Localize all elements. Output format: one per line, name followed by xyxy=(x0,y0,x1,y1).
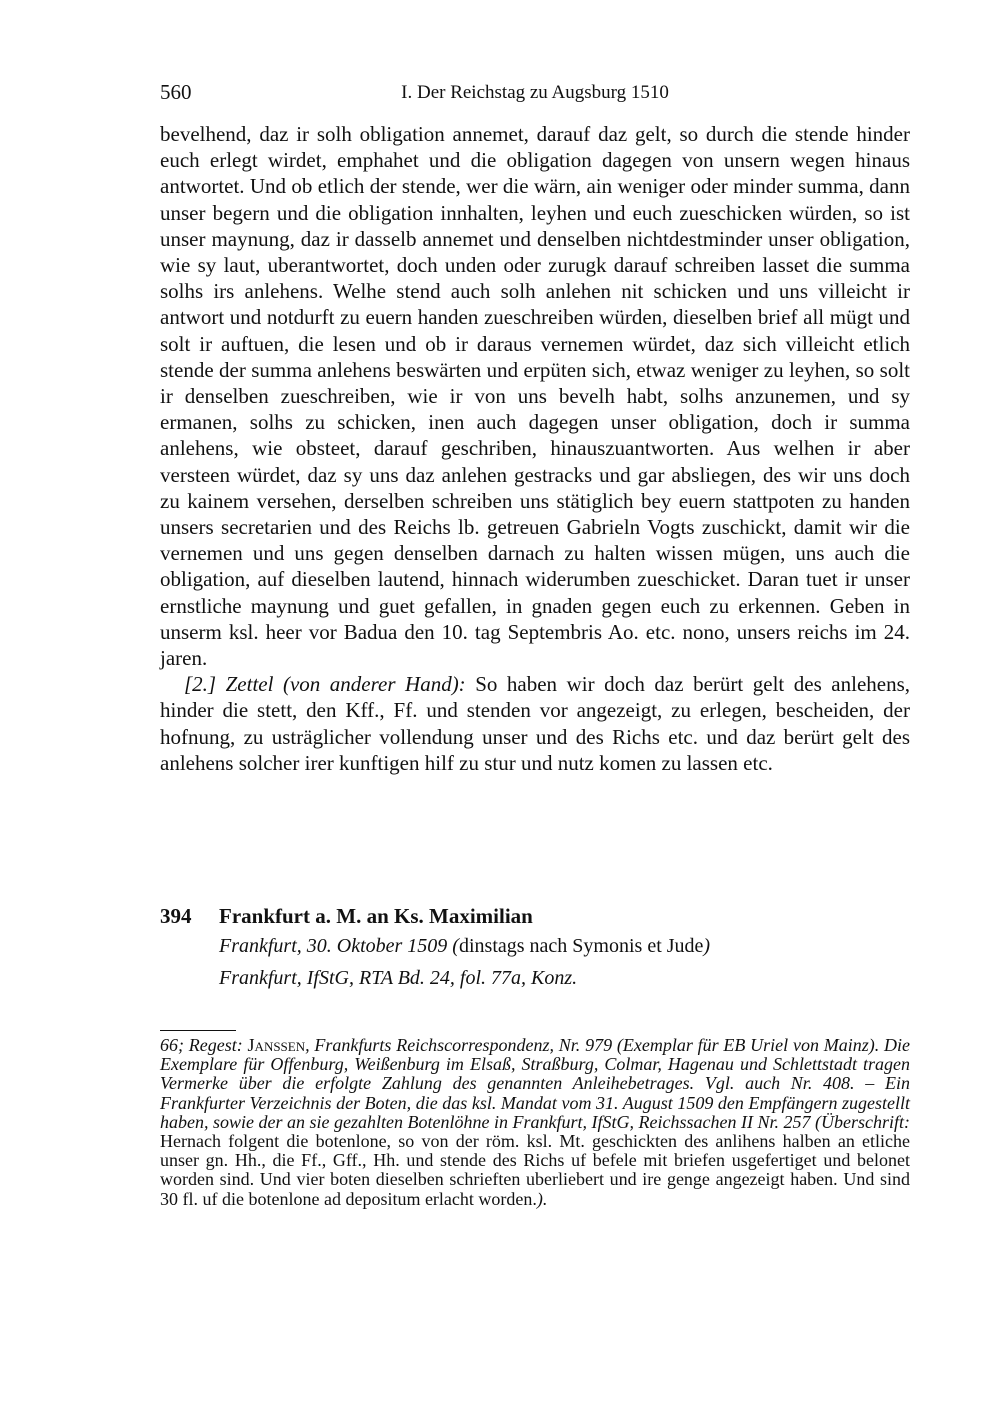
footnote-body: , Frankfurts Reichscorrespondenz, Nr. 979 (Exemplar für EB Uriel von Mainz). Die Exemplare für Offenburg, Weißenburg im Elsaß, Straßburg, Colmar, Hagenau und Schlettstadt tragen Vermerke über die erfolgte Zahlung des genannten Anleihebetrages. Vgl. auch Nr. 408. – Ein Frankfurter Verzeichnis der Boten, die das ksl. Mandat vom 31. August 1509 den Empfängern zugestellt haben, sowie der an sie gezahlten Botenlöhne in Frankfurt, IfStG, Reichssachen II Nr. 257 (Überschrift: xyxy=(160,1035,910,1132)
paragraph-2 xyxy=(160,671,910,776)
footnote xyxy=(160,1036,910,1209)
page-header xyxy=(160,80,910,110)
document-source: Frankfurt, IfStG, RTA Bd. 24, fol. 77a, Konz. xyxy=(219,967,578,989)
main-text xyxy=(160,121,910,776)
footnote-lead: 66; Regest: xyxy=(160,1035,248,1055)
document-title-line xyxy=(160,902,910,930)
document-date-close: ) xyxy=(703,935,711,957)
paragraph-2-text: So haben wir doch daz berürt gelt des anlehens, hinder die stett, den Kff., Ff. und stenden vor angezeigt, zu erlegen, bescheiden, der hofnung, zu usträglicher vollendung unser und des Richs etc. und daz berürt gelt des anlehens solcher irer kunftigen hilf zu stur und nutz komen zu lassen etc. xyxy=(160,672,911,775)
document-date-feast: dinstags nach Symonis et Jude xyxy=(458,935,704,957)
footnote-author: Janssen xyxy=(247,1035,306,1055)
page-number: 560 xyxy=(160,80,192,104)
running-title: I. Der Reichstag zu Augsburg 1510 xyxy=(401,82,669,103)
footnote-quote: Hernach folgent die botenlone, so von der röm. ksl. Mt. geschickten des anlihens halben an etliche unser gn. Hh., die Ff., Gff., Hh. und stende des Richs uf befele mit briefen usgefertiget und belonet worden sind. Und vier boten dieselben schrieften uberliebert und ire genge angezeigt haben. Und sind 30 fl. uf die botenlone ad depositum erlacht worden. xyxy=(160,1131,910,1209)
footnote-divider xyxy=(160,1030,236,1031)
document-number: 394 xyxy=(160,904,192,928)
document-title: Frankfurt a. M. an Ks. Maximilian xyxy=(219,904,533,928)
paragraph-2-label: [2.] Zettel (von anderer Hand): xyxy=(184,672,466,697)
paragraph-1: bevelhend, daz ir solh obligation annemet, darauf daz gelt, so durch die stende hinder euch erlegt wirdet, emphahet und die obligation dagegen von unsern wegen hinaus antwortet. Und ob etlich der stende, wer die wärn, ain weniger oder minder summa, dann unser begern und die obligation innhalten, leyhen und euch zueschicken würden, so ist unser maynung, daz ir dasselb annemet und denselben nichtdestminder unser obligation, wie sy laut, uberantwortet, doch unden oder zurugk darauf schreiben lasset die summa solhs irs anlehens. Welhe stend auch solh anlehen nit schicken und uns villeicht ir antwort und notdurft zu euern handen zueschreiben würden, dieselben brief all mügt und solt ir auftuen, die lesen und ob ir daraus vernemen würdet, daz sich villeicht etlich stende der summa anlehens beswärten und erpüten sich, etwaz weniger zu leyhen, so solt ir denselben zueschreiben, wie ir von uns bevelh habt, solhs anzunemen, und sy ermanen, solhs zu schicken, inen auch dagegen unser obligation, doch ir summa anlehens, wie obsteet, darauf geschriben, hinauszuantworten. Aus welhen ir aber versteen würdet, daz sy uns daz anlehen gestracks und gar absliegen, des wir uns doch zu kainem versehen, derselben schreiben uns stätiglich bey euern stattpoten zu handen unsers secretarien und des Reichs lb. getreuen Gabrieln Vogts zuschickt, damit wir die vernemen und uns gegen denselben darnach zu halten wissen mügen, uns auch die obligation, auf dieselben lautend, hinnach widerumben zueschicket. Daran tuet ir unser ernstliche maynung und guet gefallen, in gnaden gegen euch zu erkennen. Geben in unserm ksl. heer vor Badua den 10. tag Septembris Ao. etc. nono, unsers reichs im 24. jaren. xyxy=(160,122,910,671)
document-date: Frankfurt, 30. Oktober 1509 ( xyxy=(219,935,459,957)
document-heading-block xyxy=(160,902,910,994)
footnote-closing: ). xyxy=(536,1188,548,1209)
document-date-line xyxy=(219,930,910,962)
